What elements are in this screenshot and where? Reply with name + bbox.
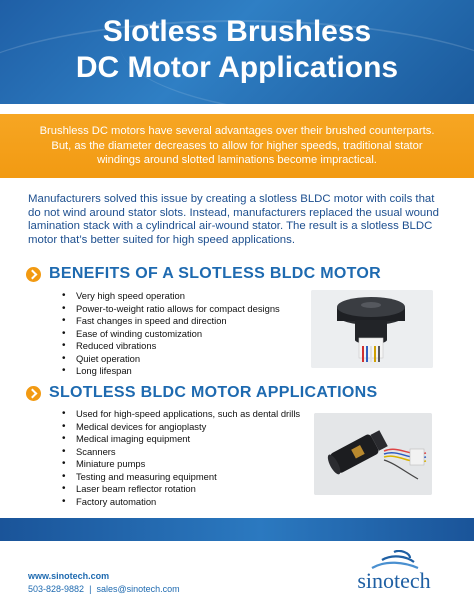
footer-bar	[0, 518, 474, 541]
benefits-heading	[26, 265, 381, 283]
intro-text: Brushless DC motors have several advantages over their brushed counterparts. But, as the diameter decreases to allow for higher speeds, traditional stator windings around slotted laminations become impractical.	[39, 125, 435, 167]
chevron-right-icon	[26, 386, 41, 401]
contact-info	[28, 570, 180, 595]
phone-number: 503-828-9882	[28, 583, 85, 594]
list-item: • Miniature pumps	[62, 458, 300, 471]
contact-line	[28, 583, 180, 596]
logo-wordmark: sinotech	[357, 568, 431, 593]
list-item: • Fast changes in speed and direction	[62, 315, 280, 328]
email-link[interactable]: sales@sinotech.com	[96, 583, 180, 594]
list-item: • Quiet operation	[62, 353, 280, 366]
motor-photo-1	[311, 290, 433, 368]
list-item: • Factory automation	[62, 496, 300, 509]
list-item: • Long lifespan	[62, 365, 280, 378]
header-gap	[0, 104, 474, 114]
benefits-list	[62, 290, 280, 378]
sinotech-logo	[338, 550, 450, 596]
list-item: • Reduced vibrations	[62, 340, 280, 353]
list-item: • Ease of winding customization	[62, 328, 280, 341]
list-item: • Power-to-weight ratio allows for compact designs	[62, 303, 280, 316]
separator: |	[89, 583, 92, 594]
header-banner	[0, 0, 474, 104]
motor-photo-2	[314, 413, 432, 495]
list-item: • Medical devices for angioplasty	[62, 421, 300, 434]
list-item: • Medical imaging equipment	[62, 433, 300, 446]
chevron-right-icon	[26, 267, 41, 282]
list-item: • Testing and measuring equipment	[62, 471, 300, 484]
page-title	[0, 14, 474, 86]
benefits-heading-text: BENEFITS OF A SLOTLESS BLDC MOTOR	[49, 265, 381, 282]
applications-list	[62, 408, 300, 508]
slotless-motor-image	[311, 290, 433, 368]
intro-banner	[0, 114, 474, 178]
miniature-motor-image	[314, 413, 432, 495]
applications-heading	[26, 384, 377, 402]
list-item: • Laser beam reflector rotation	[62, 483, 300, 496]
lead-paragraph: Manufacturers solved this issue by creating a slotless BLDC motor with coils that do not wind around stator slots. Instead, manufacturers replaced the usual wound lamination stack with a cylindrical air-wound stator. The result is a slotless BLDC motor that’s better suited for high speed applications.	[28, 193, 439, 246]
website-link[interactable]: www.sinotech.com	[28, 571, 110, 581]
list-item: • Scanners	[62, 446, 300, 459]
list-item: • Very high speed operation	[62, 290, 280, 303]
title-line-1: Slotless Brushless	[102, 15, 372, 48]
applications-heading-text: SLOTLESS BLDC MOTOR APPLICATIONS	[49, 384, 378, 401]
title-line-2: DC Motor Applications	[75, 51, 399, 84]
list-item: • Used for high-speed applications, such as dental drills	[62, 408, 300, 421]
